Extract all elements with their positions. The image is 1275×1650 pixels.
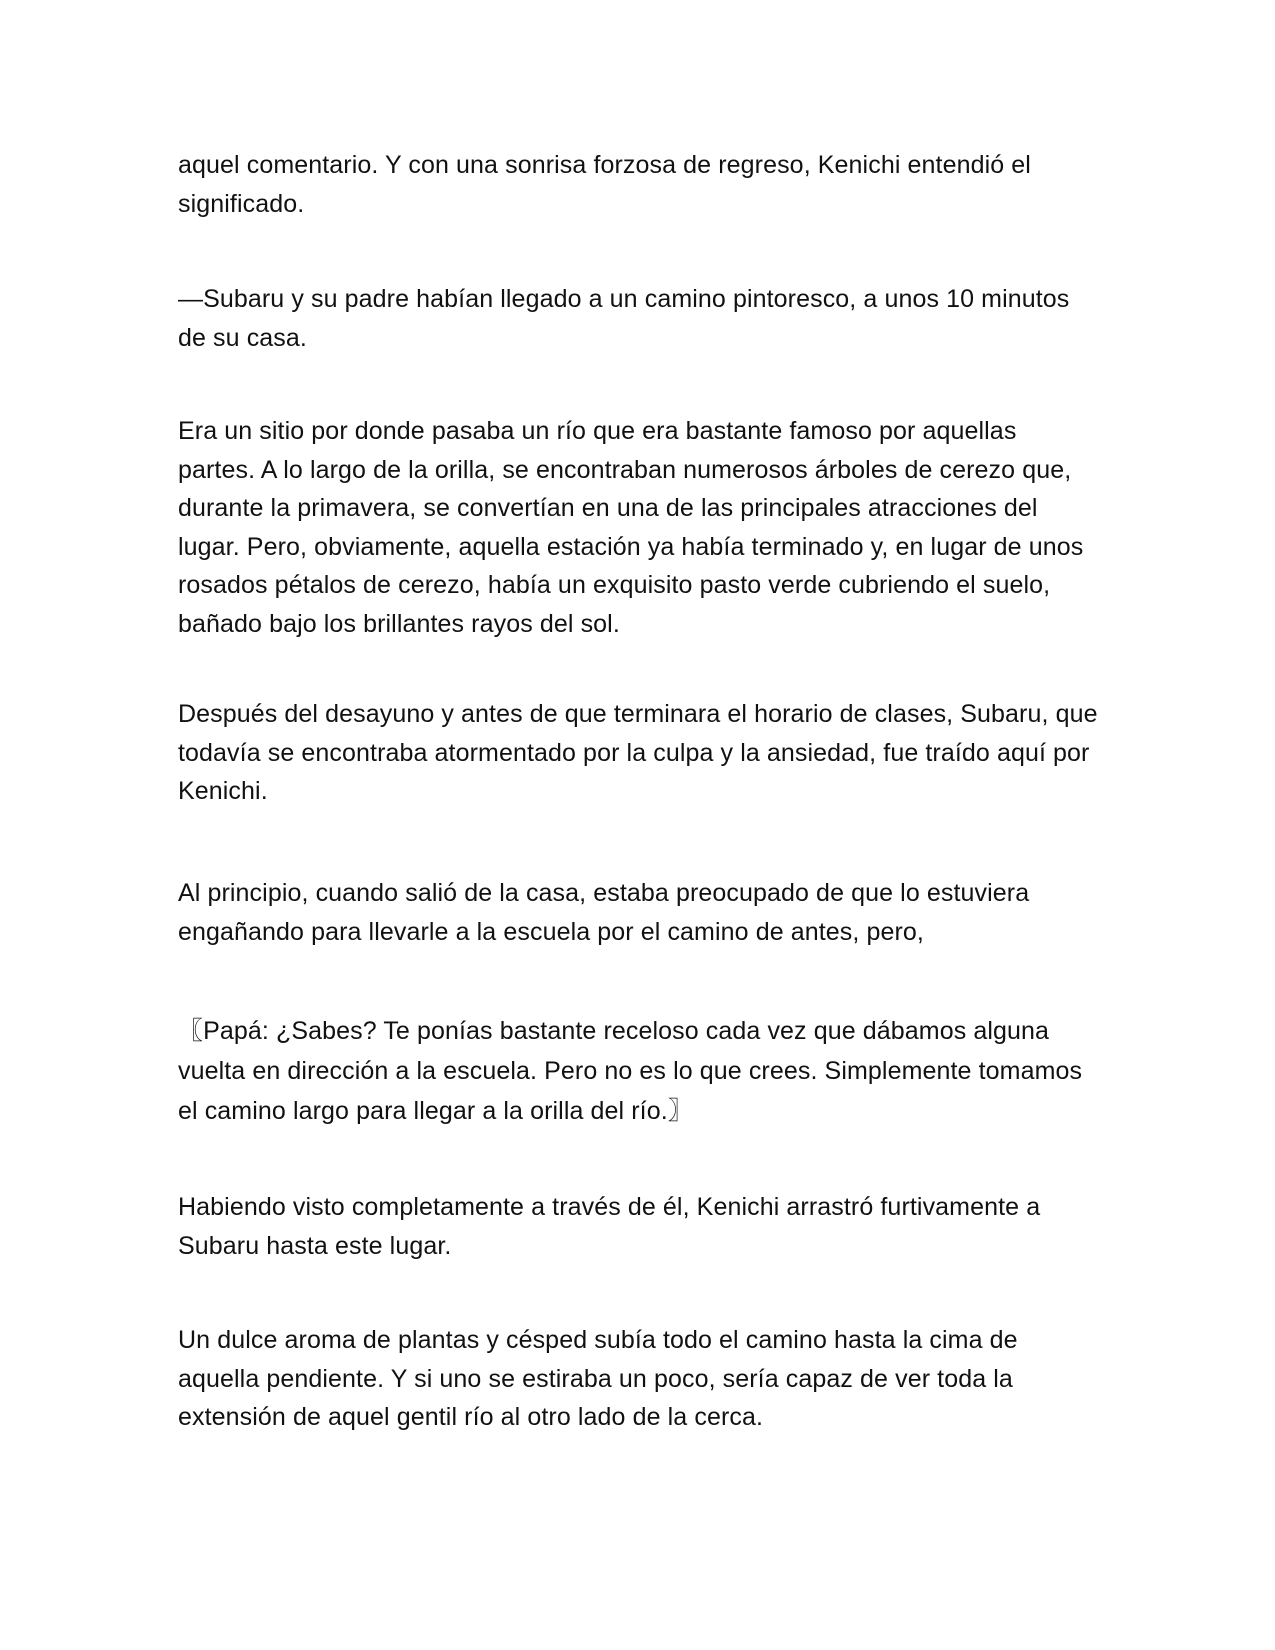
paragraph: Al principio, cuando salió de la casa, estaba preocupado de que lo estuviera engañando para llevarle a la escuela por el camino de antes, pero, (178, 879, 1030, 946)
paragraph: Era un sitio por donde pasaba un río que era bastante famoso por aquellas partes. A lo largo de la orilla, se encontraban numerosos árboles de cerezo que, durante la primavera, se convertían en una de las principales atracciones del lugar. Pero, obviamente, aquella estación ya había terminado y, en lugar de unos rosados pétalos de cerezo, había un exquisito pasto verde cubriendo el suelo, bañado bajo los brillantes rayos del sol. (178, 417, 1084, 638)
paragraph: Habiendo visto completamente a través de él, Kenichi arrastró furtivamente a Subaru hasta este lugar. (178, 1193, 1041, 1260)
paragraph: aquel comentario. Y con una sonrisa forzosa de regreso, Kenichi entendió el significado. (178, 151, 1031, 218)
paragraph: Después del desayuno y antes de que terminara el horario de clases, Subaru, que todavía se encontraba atormentado por la culpa y la ansiedad, fue traído aquí por Kenichi. (178, 700, 1098, 805)
dialogue-paragraph: 〖Papá: ¿Sabes? Te ponías bastante receloso cada vez que dábamos alguna vuelta en dirección a la escuela. Pero no es lo que crees. Simplemente tomamos el camino largo para llegar a la orilla del río.〗 (178, 1017, 1083, 1125)
paragraph: —Subaru y su padre habían llegado a un camino pintoresco, a unos 10 minutos de su casa. (178, 285, 1070, 352)
paragraph: Un dulce aroma de plantas y césped subía todo el camino hasta la cima de aquella pendiente. Y si uno se estiraba un poco, sería capaz de ver toda la extensión de aquel gentil río al otro lado de la cerca. (178, 1326, 1018, 1431)
